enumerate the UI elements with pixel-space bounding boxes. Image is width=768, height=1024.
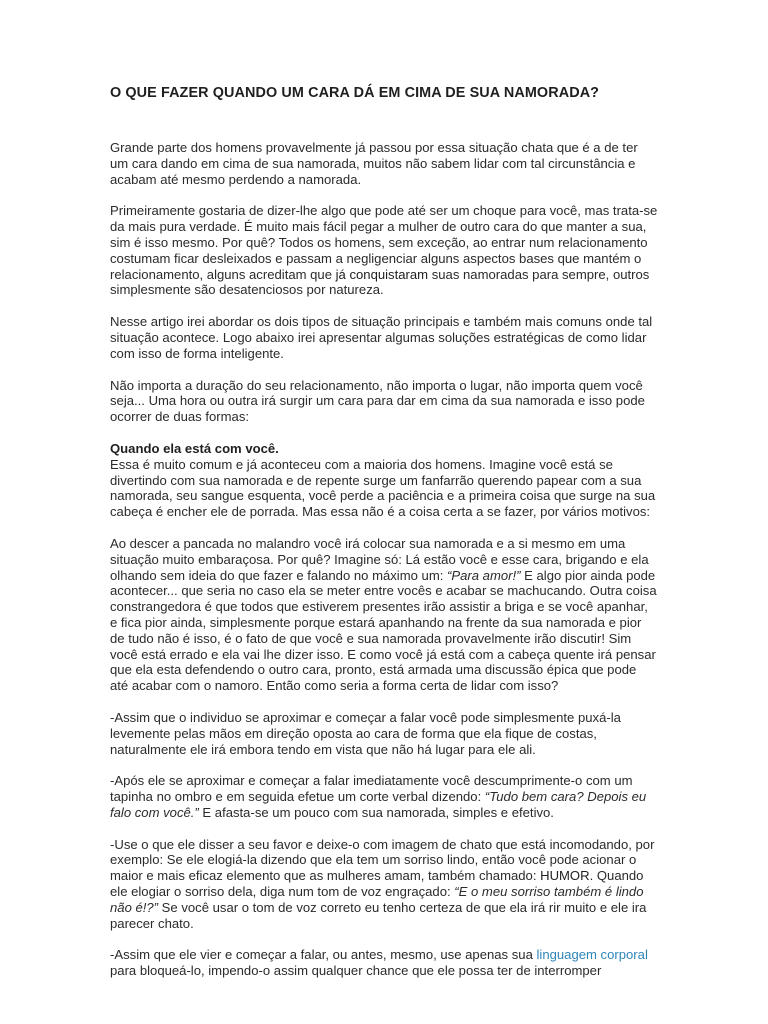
tip-verbal-cut-text: -Após ele se aproximar e começar a falar imediatamente você descumprimente-o com um tapinha no ombro e em seguida efetue um corte verbal dizendo:	[110, 773, 633, 805]
tip-pull-away: -Assim que o individuo se aproximar e começar a falar você pode simplesmente puxá-la levemente pelas mãos em direção oposta ao cara de forma que ela fique de costas, naturalmente ele irá embora tendo em vista que não há lugar para ele ali.	[110, 709, 621, 757]
section-heading: Quando ela está com você.	[110, 440, 279, 456]
tip-humor-text-middle: . Quando ele elogiar o sorriso dela, diga num tom de voz engraçado:	[110, 868, 644, 900]
paragraph-truth-text-end: suas namoradas para sempre, outros simplesmente são desatenciosos por natureza.	[110, 266, 650, 298]
paragraph-duration: Não importa a duração do seu relacionamento, não importa o lugar, não importa quem você seja... Uma hora ou outra irá surgir um cara para dar em cima da sua namorada e isso pode ocorrer de duas formas:	[110, 377, 645, 425]
tip-humor-text-end: Se você usar o tom de voz correto eu tenho certeza de que ela irá rir muito e ele ira parecer chato.	[110, 899, 647, 931]
article-title: O QUE FAZER QUANDO UM CARA DÁ EM CIMA DE SUA NAMORADA?	[110, 85, 600, 101]
tip-verbal-cut	[110, 773, 658, 820]
section-text: Essa é muito comum e já aconteceu com a maioria dos homens. Imagine você está se divertindo com sua namorada e de repente surge um fanfarrão querendo papear com a sua namorada, seu sangue esquenta, você perde a paciência e a primeira coisa que surge na sua cabeça é encher ele de porrada. Mas essa não é a coisa certa a se fazer, por vários motivos:	[110, 456, 656, 520]
quote-tudo-bem: “Tudo bem cara? Depois eu falo com você.”	[110, 789, 647, 820]
tip-humor-text: -Use o que ele disser a seu favor e deixe-o com imagem de chato que está incomodando, por exemplo: Se ele elogiá-la dizendo que ela tem um sorriso lindo, então você pode acionar o maior e mais eficaz elemento que as mulheres amam, também chamado:	[110, 836, 655, 884]
tip-verbal-cut-text-end: E afasta-se um pouco com sua namorada, simples e efetivo.	[198, 804, 554, 820]
tip-body-language	[110, 947, 658, 979]
quote-sorriso: “E o meu sorriso também é lindo não é!?”	[110, 884, 644, 915]
quote-para-amor: “Para amor!”	[447, 567, 521, 583]
paragraph-truth-text: Primeiramente gostaria de dizer-lhe algo que pode até ser um choque para você, mas trata-se da mais pura verdade. É muito mais fácil pegar a mulher de outro cara do que manter a sua, sim é isso mesmo. Por quê? Todos os homens, sem exceção, ao entrar num relacionamento costumam ficar desleixados e passam a negligenciar alguns aspectos bases que mantém o relacionamento, alguns acreditam que	[110, 203, 658, 282]
paragraph-article-scope: Nesse artigo irei abordar os dois tipos de situação principais e também mais comuns onde tal situação acontece. Logo abaixo irei apresentar algumas soluções estratégicas de como lidar com isso de forma inteligente.	[110, 314, 653, 361]
paragraph-intro: Grande parte dos homens provavelmente já passou por essa situação chata que é a de ter um cara dando em cima de sua namorada, muitos não sabem lidar com tal circunstância e acabam até mesmo perdendo a namorada.	[110, 140, 638, 187]
section-with-you	[110, 441, 658, 520]
paragraph-fight-text-end: E algo pior ainda pode acontecer... que seria no caso ela se meter entre vocês e acabar se machucando. Outra coisa constrangedora é que todos que estiverem presentes irão assistir a briga e se você apanhar, e fica pior ainda, simplesmente porque estará apanhando na frente da sua namorada e pior de tudo não é isso, é o fato de que você e sua namorada provavelmente irão discutir! Sim você está errado e ela vai lhe dizer isso. E como você já está com a cabeça quente irá pensar que ela esta defendendo o outro cara, pronto, está armada uma discussão épica que pode até acabar com o namoro. Então como seria a forma certa de lidar com isso?	[110, 567, 657, 694]
tip-body-language-text: -Assim que ele vier e começar a falar, ou antes, mesmo, use apenas sua	[110, 947, 537, 963]
tip-humor	[110, 837, 658, 932]
link-linguagem-corporal[interactable]: linguagem corporal	[536, 947, 648, 963]
paragraph-truth	[110, 203, 658, 298]
paragraph-fight-text: Ao descer a pancada no malandro você irá colocar sua namorada e a si mesmo em uma situação muito embaraçosa. Por quê? Imagine só: Lá estão você e esse cara, brigando e ela olhando sem ideia do que fazer e falando no máximo um:	[110, 535, 649, 583]
link-ja-conquistaram[interactable]: já conquistaram	[335, 266, 429, 282]
document-page	[110, 84, 658, 995]
paragraph-fight	[110, 536, 658, 694]
tip-body-language-text-end: para bloqueá-lo, impendo-o assim qualquer chance que ele possa ter de interromper	[110, 963, 602, 979]
link-humor[interactable]: HUMOR	[540, 868, 590, 884]
